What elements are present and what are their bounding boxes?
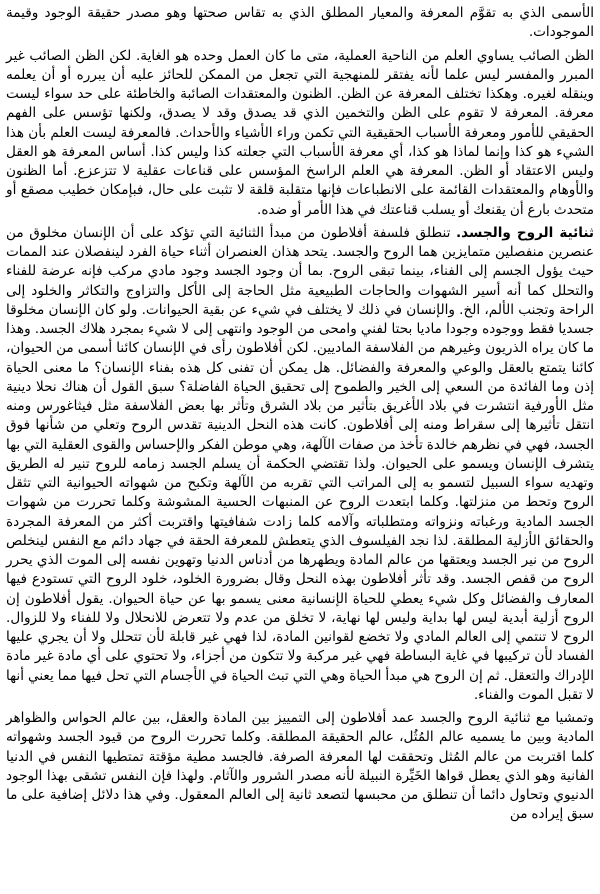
paragraph-text: الأسمى الذي به تقوَّم المعرفة والمعيار المطلق الذي به تقاس صحتها وهو مصدر حقيقة الوجود وقيمة الموجودات. [6, 5, 594, 41]
paragraph-intro [6, 4, 594, 43]
section-heading: ثنائية الروح والجسد. [455, 224, 594, 241]
paragraph-opinion-knowledge [6, 47, 594, 220]
paragraph-matter-mind [6, 709, 594, 825]
paragraph-soul-body [6, 224, 594, 705]
document-page [6, 4, 594, 829]
paragraph-text: وتمشيا مع ثنائية الروح والجسد عمد أفلاطون إلى التمييز بين المادة والعقل، بين عالم الحواس والظواهر المادية وبين ما يسميه عالم المُثُل، عالم الحقيقة المطلقة. وكلما تحررت الروح من قيود الجسد وشهواته كلما اقتربت من عالم المُثل وتحققت لها المعرفة الصرفة. فالجسد مطية مؤقتة تمتطيها النفس في الدنيا الفانية وهو الذي يعطل قواها الخَيِّرة النبيلة لأنه مصدر الشرور والآثام. ولهذا فإن النفس تشقى بهذا الوجود الدنيوي وتحاول دائما أن تنطلق من محبسها لتصعد ثانية إلى العالم المعقول. وفي هذا دلائل إضافية على ما سبق إيراده من [6, 710, 594, 823]
paragraph-text: تنطلق فلسفة أفلاطون من مبدأ الثنائية التي تؤكد على أن الإنسان مخلوق من عنصرين منفصلين متمايزين هما الروح والجسد. يتحد هذان العنصران أثناء حياة الفرد لينفصلان عند الممات حيث يؤول الجسم إلى الفناء، بينما تبقى الروح. بما أن وجود الجسد وجود مادي مركب فإنه عرضة للفناء والتحلل كما أنه أسير الشهوات والحاجات الطبيعية مثل الحاجة إلى الأكل والتزاوج والتكاثر والخلود إلى الراحة وتجنب الألم، الخ. والإنسان في ذلك لا يختلف في شيء عن بقية الحيوانات. ولو كان الإنسان مخلوقا جسديا فقط ووجوده وجودا ماديا بحتا لفني وامحى من الوجود وانتهى إلى لا شيء بمجرد هلاك الجسد. وهذا ما كان يراه الذريون وغيرهم من الفلاسفة الماديين. لكن أفلاطون رأى في الإنسان كائنا أسمى من الحيوان، كائنا يتمتع بالعقل والوعي والمعرفة والفضائل. هل يمكن أن تفنى كل هذه بفناء الإنسان؟ ما معنى الحياة إذن وما الفائدة من السعي إلى الخير والطموح إلى تحقيق الحياة الفاضلة؟ سبق القول أن هناك نحلا دينية مثل الأورفية انتشرت في بلاد الأغريق بتأثير من بلاد الشرق وتأثر بها بعض الفلاسفة مثل فيثاغورس ومنه انتقل تأثيرها إلى سقراط ومنه إلى أفلاطون. كانت هذه النحل الدينية تقدس الروح وتعلي من شأنها فوق الجسد، فهي في نظرهم خالدة تأخذ من صفات الآلهة، وهي موطن الفكر والإحساس والقوى العقلية التي بها يتشرف الإنسان ويسمو على الحيوان. ولذا تقتضي الحكمة أن يسلم الجسد زمامه للروح تنير له الطريق وتهديه سواء السبيل لتسمو به إلى المراتب التي تقربه من الآلهة وتكبح من شهواته الحيوانية التي تثقل الروح وتحط من منزلتها. وكلما ابتعدت الروح عن المنبهات الحسية المشوشة وكلما تحررت من شهوات الجسد المادية ورغباته ونزواته ومتطلباته وآلامه كلما زادت شفافيتها واقتربت أكثر من المعرفة المجردة والحقائق الأزلية المطلقة. لذا نجد الفيلسوف الذي يتعطش للمعرفة الحقة في جهاد دائم مع النفس لينخلص الروح من نير الجسد ويعتقها من عالم المادة ويطهرها من أدناس الدنيا وتهوين نفسه إلى الموت الذي يحرر الروح من قفص الجسد. وقد تأثر أفلاطون بهذه النحل وقال بضرورة الخلود، خلود الروح التي تستودع فيها المعارف والفضائل وكل شيء يعطي للحياة الإنسانية معنى يسمو بها عن حياة الحيوان. يقول أفلاطون إن الروح أزلية أبدية ليس لها بداية وليس لها نهاية، لا تخلق من عدم ولا تتعرض للانحلال ولا للفناء ولا للزوال. الروح لا تنتمي إلى العالم المادي ولا تخضع لقوانين المادة، لذا فهي غير قابلة لأن تتحلل ولا أن يجري عليها الفساد لأن تركيبها في غاية البساطة فهي غير مركبة ولا تتكون من أجزاء، ولا تحتوي على أي مادة غير مادة الإدراك والتعقل. ثم إن الروح هي مبدأ الحياة وهي التي تبث الحياة في الأجسام التي تحل فيها مما يعني أنها لا تقبل الموت والفناء. [6, 224, 594, 703]
paragraph-text: الظن الصائب يساوي العلم من الناحية العملية، متى ما كان العمل وحده هو الغاية. لكن الظن الصائب غير المبرر والمفسر ليس علما لأنه يفتقر للمنهجية التي تجعل من الممكن للحائز عليه أن يبرره أو أن يعلمه وينقله لغيره. وهكذا تختلف المعرفة عن الظن. الظنون والمعتقدات الصائبة والخاطئة على حد سواء ليست معرفة. المعرفة لا تقوم على الظن والتخمين الذي قد يصدق وقد لا يصدق، ولكنها تؤسس على الفهم الحقيقي للأمور ومعرفة الأسباب الحقيقية التي تكمن وراء الأشياء والأحداث. فالمعرفة ليست العلم بأن هذا الشيء هو كذا وإنما لماذا هو كذا، أي معرفة الأسباب التي جعلته كذا وليس كذا. أساس المعرفة هو العقل وليس الاعتقاد أو الظن. المعرفة هي العلم الراسخ المؤسس على قناعات عقلية لا تتزعزع. أما الظنون والأوهام والمعتقدات القائمة على الانطباعات فإنها متقلبة قلقة لا تثبت على حال، فبإمكان خطيب مصقع أو متحدث بارع أن يقنعك أو يسلب قناعتك في هذا الأمر أو ضده. [6, 47, 594, 218]
